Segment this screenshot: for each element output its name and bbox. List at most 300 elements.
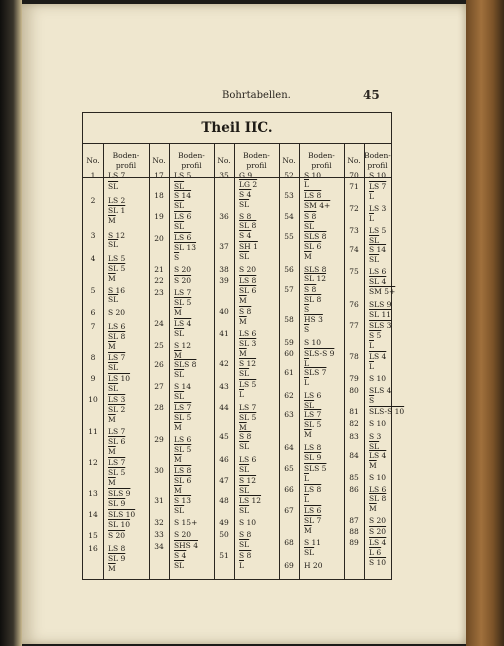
profile-entry: $\overline{SL}$ bbox=[369, 255, 380, 264]
profile-entry: $\overline{SL}$ bbox=[239, 506, 250, 515]
profile-entry: $\overline{SL}$ bbox=[304, 222, 315, 231]
profile-entry: LS 8 bbox=[174, 466, 192, 475]
row-number: 69 bbox=[284, 561, 294, 570]
profile-entry: $\overline{L}$ bbox=[304, 495, 309, 504]
profile-entry: $\overline{M}$ bbox=[174, 486, 182, 495]
profile-entry: $\overline{M}$ bbox=[304, 252, 312, 261]
row-number: 67 bbox=[284, 506, 294, 515]
row-number: 17 bbox=[154, 171, 164, 180]
profile-entry: S 10 bbox=[369, 419, 387, 428]
profile-entry: SL 5 bbox=[174, 445, 192, 454]
row-number: 63 bbox=[284, 410, 294, 419]
header-no: No. bbox=[279, 144, 299, 178]
profile-entry: $\overline{M}$ bbox=[108, 478, 116, 487]
header-no: No. bbox=[83, 144, 103, 178]
profile-entry: $\overline{SL}$ bbox=[239, 540, 250, 549]
row-number: 85 bbox=[349, 473, 359, 482]
row-number: 22 bbox=[154, 276, 164, 285]
profile-entry: SL 6 bbox=[174, 476, 192, 485]
profile-entry: S 8 bbox=[239, 530, 252, 539]
row-number: 70 bbox=[349, 171, 359, 180]
header-profile: Boden- profil bbox=[234, 144, 279, 178]
row-number: 12 bbox=[88, 458, 98, 467]
row-number: 54 bbox=[284, 212, 294, 221]
row-number: 68 bbox=[284, 538, 294, 547]
profile-entry: $\overline{L}$ bbox=[369, 192, 374, 201]
profile-entry: SL 8 bbox=[369, 494, 387, 503]
profile-entry: $\overline{M}$ bbox=[108, 447, 116, 456]
profile-entry: $\overline{M}$ bbox=[108, 274, 116, 283]
profile-entry: S 20 bbox=[174, 530, 192, 539]
profile-entry: $\overline{SL}$ bbox=[239, 465, 250, 474]
profile-entry: S 14 bbox=[174, 382, 192, 391]
profile-entry: S 20 bbox=[174, 276, 192, 285]
profile-entry: LS 10 bbox=[108, 374, 131, 383]
profile-entry: $\overline{M}$ bbox=[108, 216, 116, 225]
profile-entry: $\overline{SL}$ bbox=[174, 222, 185, 231]
profile-entry: S 14 bbox=[369, 245, 387, 254]
row-number: 26 bbox=[154, 360, 164, 369]
profile-entry: SL 5 bbox=[239, 413, 257, 422]
profile-entry: $\overline{S}$ bbox=[304, 305, 310, 314]
profile-entry: $\overline{M}$ bbox=[369, 461, 377, 470]
profile-entry: $\overline{SL}$ bbox=[174, 392, 185, 401]
row-number: 56 bbox=[284, 265, 294, 274]
row-number: 66 bbox=[284, 485, 294, 494]
profile-entry: $\overline{SL}$ bbox=[239, 442, 250, 451]
row-number: 58 bbox=[284, 315, 294, 324]
profile-entry: LS 8 bbox=[304, 443, 322, 452]
profile-entry: $\overline{SL}$ bbox=[369, 236, 380, 245]
profile-entry: SL 13 bbox=[174, 243, 197, 252]
column-rule bbox=[103, 144, 104, 579]
row-number: 30 bbox=[154, 466, 164, 475]
row-number: 20 bbox=[154, 234, 164, 243]
row-number: 45 bbox=[219, 432, 229, 441]
row-number: 48 bbox=[219, 496, 229, 505]
profile-entry: SLS 9 bbox=[108, 489, 131, 498]
profile-entry: $\overline{L}$ bbox=[369, 341, 374, 350]
row-number: 55 bbox=[284, 232, 294, 241]
profile-entry: LS 3 bbox=[108, 395, 126, 404]
profile-entry: SL 2 bbox=[108, 405, 126, 414]
row-number: 61 bbox=[284, 368, 294, 377]
profile-entry: S 5 bbox=[369, 331, 382, 340]
profile-entry: $\overline{M}$ bbox=[174, 455, 182, 464]
row-number: 88 bbox=[349, 527, 359, 536]
row-number: 87 bbox=[349, 516, 359, 525]
profile-entry: S 10 bbox=[369, 558, 387, 567]
profile-entry: H 20 bbox=[304, 561, 323, 570]
profile-entry: S 10 bbox=[304, 338, 322, 347]
profile-entry: S 4 bbox=[239, 231, 252, 240]
row-number: 62 bbox=[284, 391, 294, 400]
profile-entry: LS 2 bbox=[108, 196, 126, 205]
profile-entry: S 12 bbox=[239, 359, 257, 368]
row-number: 33 bbox=[154, 530, 164, 539]
profile-entry: LS 6 bbox=[174, 435, 192, 444]
profile-entry: S 8 bbox=[304, 285, 317, 294]
row-number: 1 bbox=[90, 171, 96, 180]
profile-entry: $\overline{SL}$ bbox=[174, 506, 185, 515]
row-number: 39 bbox=[219, 276, 229, 285]
profile-entry: LS 4 bbox=[369, 538, 387, 547]
profile-entry: LS 6 bbox=[369, 485, 387, 494]
profile-entry: $\overline{M}$ bbox=[239, 317, 247, 326]
row-number: 75 bbox=[349, 267, 359, 276]
profile-entry: $\overline{SL}$ bbox=[108, 384, 119, 393]
profile-entry: $\overline{SL}$ bbox=[108, 363, 119, 372]
profile-entry: LS 5 bbox=[369, 226, 387, 235]
profile-entry: LS 8 bbox=[304, 191, 322, 200]
profile-entry: $\overline{L}$ bbox=[239, 561, 244, 570]
row-number: 82 bbox=[349, 419, 359, 428]
profile-entry: S 10 bbox=[369, 171, 387, 180]
row-number: 72 bbox=[349, 204, 359, 213]
column-rule bbox=[234, 144, 235, 579]
profile-entry: LS 8 bbox=[304, 485, 322, 494]
profile-entry: $\overline{SL}$ bbox=[239, 200, 250, 209]
profile-entry: SL 5 bbox=[174, 298, 192, 307]
profile-entry: SL 12 bbox=[304, 274, 327, 283]
row-number: 16 bbox=[88, 544, 98, 553]
header-no: No. bbox=[344, 144, 364, 178]
row-number: 57 bbox=[284, 285, 294, 294]
row-number: 15 bbox=[88, 531, 98, 540]
profile-entry: $\overline{SL}$ bbox=[304, 548, 315, 557]
profile-entry: SL 10 bbox=[108, 520, 131, 529]
header-no: No. bbox=[214, 144, 234, 178]
profile-entry: LS 7 bbox=[174, 288, 192, 297]
profile-entry: $\overline{M}$ bbox=[239, 296, 247, 305]
profile-entry: SL 8 bbox=[304, 295, 322, 304]
profile-entry: LS 6 bbox=[108, 322, 126, 331]
profile-entry: S 11 bbox=[304, 538, 322, 547]
profile-entry: S 8 bbox=[304, 212, 317, 221]
row-number: 64 bbox=[284, 443, 294, 452]
profile-entry: $\overline{SL}$ bbox=[174, 182, 185, 191]
profile-entry: SL 9 bbox=[304, 453, 322, 462]
row-number: 4 bbox=[90, 254, 96, 263]
profile-entry: $\overline{SL}$ bbox=[108, 295, 119, 304]
book-edge-right bbox=[466, 0, 504, 646]
profile-entry: S 10 bbox=[239, 518, 257, 527]
profile-entry: $\overline{SL}$ bbox=[108, 240, 119, 249]
profile-entry: SL 1 bbox=[108, 206, 126, 215]
profile-entry: LS 7 bbox=[108, 171, 126, 180]
profile-entry: LS 7 bbox=[108, 353, 126, 362]
profile-entry: LS 6 bbox=[174, 233, 192, 242]
profile-entry: SL 8 bbox=[108, 332, 126, 341]
group-rule bbox=[214, 144, 215, 579]
header-profile: Boden- profil bbox=[103, 144, 149, 178]
profile-entry: LS 4 bbox=[369, 352, 387, 361]
row-number: 71 bbox=[349, 182, 359, 191]
profile-entry: $\overline{M}$ bbox=[174, 308, 182, 317]
profile-entry: S 20 bbox=[174, 265, 192, 274]
profile-entry: SLS 8 bbox=[304, 265, 327, 274]
profile-entry: S 12 bbox=[174, 341, 192, 350]
row-number: 28 bbox=[154, 403, 164, 412]
row-number: 6 bbox=[90, 308, 96, 317]
profile-entry: S 10 bbox=[369, 473, 387, 482]
profile-entry: $\overline{L}$ bbox=[239, 390, 244, 399]
row-number: 5 bbox=[90, 286, 96, 295]
profile-entry: SL 6 bbox=[304, 242, 322, 251]
row-number: 40 bbox=[219, 307, 229, 316]
row-number: 14 bbox=[88, 510, 98, 519]
row-number: 19 bbox=[154, 212, 164, 221]
profile-entry: $\overline{M}$ bbox=[108, 342, 116, 351]
profile-entry: LS 3 bbox=[369, 204, 387, 213]
profile-entry: SHS 4 bbox=[174, 541, 198, 550]
profile-entry: SH 1 bbox=[239, 242, 258, 251]
profile-entry: SLS 10 bbox=[108, 510, 136, 519]
profile-entry: SLS 4 bbox=[369, 386, 392, 395]
row-number: 36 bbox=[219, 212, 229, 221]
row-number: 53 bbox=[284, 191, 294, 200]
row-number: 89 bbox=[349, 538, 359, 547]
profile-entry: LS 8 bbox=[108, 544, 126, 553]
profile-entry: LS 7 bbox=[369, 182, 387, 191]
column-rule bbox=[169, 144, 170, 579]
profile-entry: SL 6 bbox=[239, 286, 257, 295]
row-number: 60 bbox=[284, 349, 294, 358]
profile-entry: S 4 bbox=[239, 190, 252, 199]
profile-entry: S 8 bbox=[239, 432, 252, 441]
row-number: 29 bbox=[154, 435, 164, 444]
profile-entry: LS 6 bbox=[174, 212, 192, 221]
header-no: No. bbox=[149, 144, 169, 178]
row-number: 37 bbox=[219, 242, 229, 251]
profile-entry: LS 7 bbox=[174, 403, 192, 412]
row-number: 78 bbox=[349, 352, 359, 361]
profile-entry: LS 5 bbox=[108, 254, 126, 263]
profile-entry: $\overline{SL}$ bbox=[108, 182, 119, 191]
row-number: 2 bbox=[90, 196, 96, 205]
profile-entry: SL 11 bbox=[369, 310, 392, 319]
profile-entry: S 16 bbox=[108, 286, 126, 295]
profile-entry: $\overline{L}$ bbox=[369, 214, 374, 223]
profile-entry: $\overline{S}$ bbox=[174, 253, 180, 262]
profile-entry: $\overline{SL}$ bbox=[174, 329, 185, 338]
profile-entry: $\overline{SL}$ bbox=[239, 369, 250, 378]
profile-entry: LS 6 bbox=[304, 391, 322, 400]
profile-entry: LS 6 bbox=[239, 455, 257, 464]
profile-entry: SLS 5 bbox=[304, 464, 327, 473]
profile-entry: $\overline{S}$ bbox=[369, 396, 375, 405]
row-number: 59 bbox=[284, 338, 294, 347]
profile-entry: SL 6 bbox=[108, 437, 126, 446]
row-number: 25 bbox=[154, 341, 164, 350]
row-number: 3 bbox=[90, 231, 96, 240]
header-profile: Boden- profil bbox=[169, 144, 214, 178]
profile-entry: S 20 bbox=[108, 308, 126, 317]
row-number: 50 bbox=[219, 530, 229, 539]
profile-entry: LG 2 bbox=[239, 180, 258, 189]
row-number: 23 bbox=[154, 288, 164, 297]
profile-entry: S 3 bbox=[369, 432, 382, 441]
profile-entry: LS 5 bbox=[239, 380, 257, 389]
profile-entry: LS 5 bbox=[174, 171, 192, 180]
profile-entry: LS 7 bbox=[239, 403, 257, 412]
profile-entry: $\overline{SL}$ bbox=[304, 401, 315, 410]
row-number: 27 bbox=[154, 382, 164, 391]
profile-entry: S 12 bbox=[239, 476, 257, 485]
row-number: 31 bbox=[154, 496, 164, 505]
profile-entry: $\overline{M}$ bbox=[239, 349, 247, 358]
row-number: 80 bbox=[349, 386, 359, 395]
group-rule bbox=[279, 144, 280, 579]
profile-entry: SL 5 bbox=[304, 420, 322, 429]
profile-entry: S 8 bbox=[239, 307, 252, 316]
profile-entry: $\overline{L}$ bbox=[304, 378, 309, 387]
row-number: 42 bbox=[219, 359, 229, 368]
profile-entry: $\overline{M}$ bbox=[174, 423, 182, 432]
profile-entry: $\overline{L}$ bbox=[304, 474, 309, 483]
row-number: 52 bbox=[284, 171, 294, 180]
profile-entry: LS 6 bbox=[369, 267, 387, 276]
profile-entry: LS 4 bbox=[369, 451, 387, 460]
profile-entry: SL 9 bbox=[108, 554, 126, 563]
profile-entry: L 6 bbox=[369, 548, 382, 557]
profile-entry: $\overline{SL}$ bbox=[174, 561, 185, 570]
row-number: 11 bbox=[88, 427, 98, 436]
row-number: 84 bbox=[349, 451, 359, 460]
profile-entry: $\overline{M}$ bbox=[108, 415, 116, 424]
profile-entry: SM 4+ bbox=[304, 201, 331, 210]
row-number: 34 bbox=[154, 542, 164, 551]
running-head: Bohrtabellen. bbox=[222, 90, 291, 101]
profile-entry: SLS 8 bbox=[304, 232, 327, 241]
table-title: Theil IIC. bbox=[83, 113, 391, 144]
profile-entry: SLS 3 bbox=[369, 321, 392, 330]
profile-entry: SL 8 bbox=[239, 221, 257, 230]
boring-table bbox=[82, 112, 405, 580]
profile-entry: $\overline{L}$ bbox=[304, 359, 309, 368]
profile-entry: S 20 bbox=[239, 265, 257, 274]
profile-entry: $\overline{M}$ bbox=[108, 564, 116, 573]
row-number: 73 bbox=[349, 226, 359, 235]
profile-entry: S 20 bbox=[108, 531, 126, 540]
row-number: 44 bbox=[219, 403, 229, 412]
profile-entry: S 15+ bbox=[174, 518, 198, 527]
profile-entry: G 9 bbox=[239, 171, 253, 180]
row-number: 81 bbox=[349, 407, 359, 416]
row-number: 7 bbox=[90, 322, 96, 331]
profile-entry: SLS-S 9 bbox=[304, 349, 335, 358]
profile-entry: $\overline{SL}$ bbox=[239, 252, 250, 261]
row-number: 76 bbox=[349, 300, 359, 309]
profile-entry: $\overline{M}$ bbox=[239, 423, 247, 432]
profile-entry: $\overline{S}$ bbox=[304, 325, 310, 334]
profile-entry: S 8 bbox=[239, 551, 252, 560]
row-number: 13 bbox=[88, 489, 98, 498]
profile-entry: S 14 bbox=[174, 191, 192, 200]
profile-entry: $\overline{SL}$ bbox=[174, 370, 185, 379]
profile-entry: SL 7 bbox=[304, 516, 322, 525]
profile-entry: SLS-S 10 bbox=[369, 407, 405, 416]
row-number: 77 bbox=[349, 321, 359, 330]
row-number: 21 bbox=[154, 265, 164, 274]
row-number: 51 bbox=[219, 551, 229, 560]
row-number: 46 bbox=[219, 455, 229, 464]
profile-entry: $\overline{L}$ bbox=[304, 180, 309, 189]
profile-entry: SL 3 bbox=[239, 339, 257, 348]
group-rule bbox=[344, 144, 345, 579]
profile-entry: SL 9 bbox=[108, 499, 126, 508]
profile-entry: SL 5 bbox=[108, 264, 126, 273]
row-number: 41 bbox=[219, 329, 229, 338]
row-number: 35 bbox=[219, 171, 229, 180]
row-number: 24 bbox=[154, 319, 164, 328]
column-rule bbox=[299, 144, 300, 579]
row-number: 86 bbox=[349, 485, 359, 494]
profile-entry: S 12 bbox=[108, 231, 126, 240]
profile-entry: SLS 7 bbox=[304, 368, 327, 377]
row-number: 49 bbox=[219, 518, 229, 527]
row-number: 43 bbox=[219, 382, 229, 391]
row-number: 83 bbox=[349, 432, 359, 441]
profile-entry: LS 7 bbox=[304, 410, 322, 419]
profile-entry: SL 4 bbox=[369, 277, 387, 286]
group-rule bbox=[149, 144, 150, 579]
profile-entry: LS 7 bbox=[108, 458, 126, 467]
row-number: 65 bbox=[284, 464, 294, 473]
profile-entry: S 13 bbox=[174, 496, 192, 505]
book-spine-left bbox=[0, 0, 22, 646]
profile-entry: $\overline{SL}$ bbox=[174, 201, 185, 210]
profile-entry: LS 12 bbox=[239, 496, 262, 505]
profile-entry: LS 7 bbox=[108, 427, 126, 436]
profile-entry: $\overline{SL}$ bbox=[239, 486, 250, 495]
profile-entry: LS 8 bbox=[239, 276, 257, 285]
profile-entry: SL 5 bbox=[174, 413, 192, 422]
profile-entry: S 8 bbox=[239, 212, 252, 221]
profile-entry: LS 6 bbox=[239, 329, 257, 338]
row-number: 74 bbox=[349, 245, 359, 254]
profile-entry: HS 3 bbox=[304, 315, 323, 324]
row-number: 47 bbox=[219, 476, 229, 485]
header-profile: Boden- profil bbox=[364, 144, 391, 178]
profile-entry: SL 5 bbox=[108, 468, 126, 477]
profile-entry: S 20 bbox=[369, 516, 387, 525]
column-rule bbox=[364, 144, 365, 579]
profile-entry: LS 6 bbox=[304, 506, 322, 515]
row-number: 38 bbox=[219, 265, 229, 274]
profile-entry: S 10 bbox=[369, 374, 387, 383]
page-number: 45 bbox=[363, 88, 380, 102]
profile-entry: S 4 bbox=[174, 551, 187, 560]
profile-entry: $\overline{M}$ bbox=[304, 430, 312, 439]
profile-entry: S 20 bbox=[369, 527, 387, 536]
row-number: 32 bbox=[154, 518, 164, 527]
row-number: 9 bbox=[90, 374, 96, 383]
profile-entry: $\overline{SL}$ bbox=[369, 442, 380, 451]
profile-entry: LS 4 bbox=[174, 319, 192, 328]
row-number: 18 bbox=[154, 191, 164, 200]
row-number: 8 bbox=[90, 353, 96, 362]
row-number: 79 bbox=[349, 374, 359, 383]
profile-entry: SM 5+ bbox=[369, 287, 396, 296]
profile-entry: $\overline{M}$ bbox=[369, 504, 377, 513]
book-page bbox=[22, 4, 466, 644]
profile-entry: SLS 8 bbox=[174, 360, 197, 369]
profile-entry: S 10 bbox=[304, 171, 322, 180]
profile-entry: SLS 9 bbox=[369, 300, 392, 309]
row-number: 10 bbox=[88, 395, 98, 404]
profile-entry: $\overline{M}$ bbox=[304, 526, 312, 535]
